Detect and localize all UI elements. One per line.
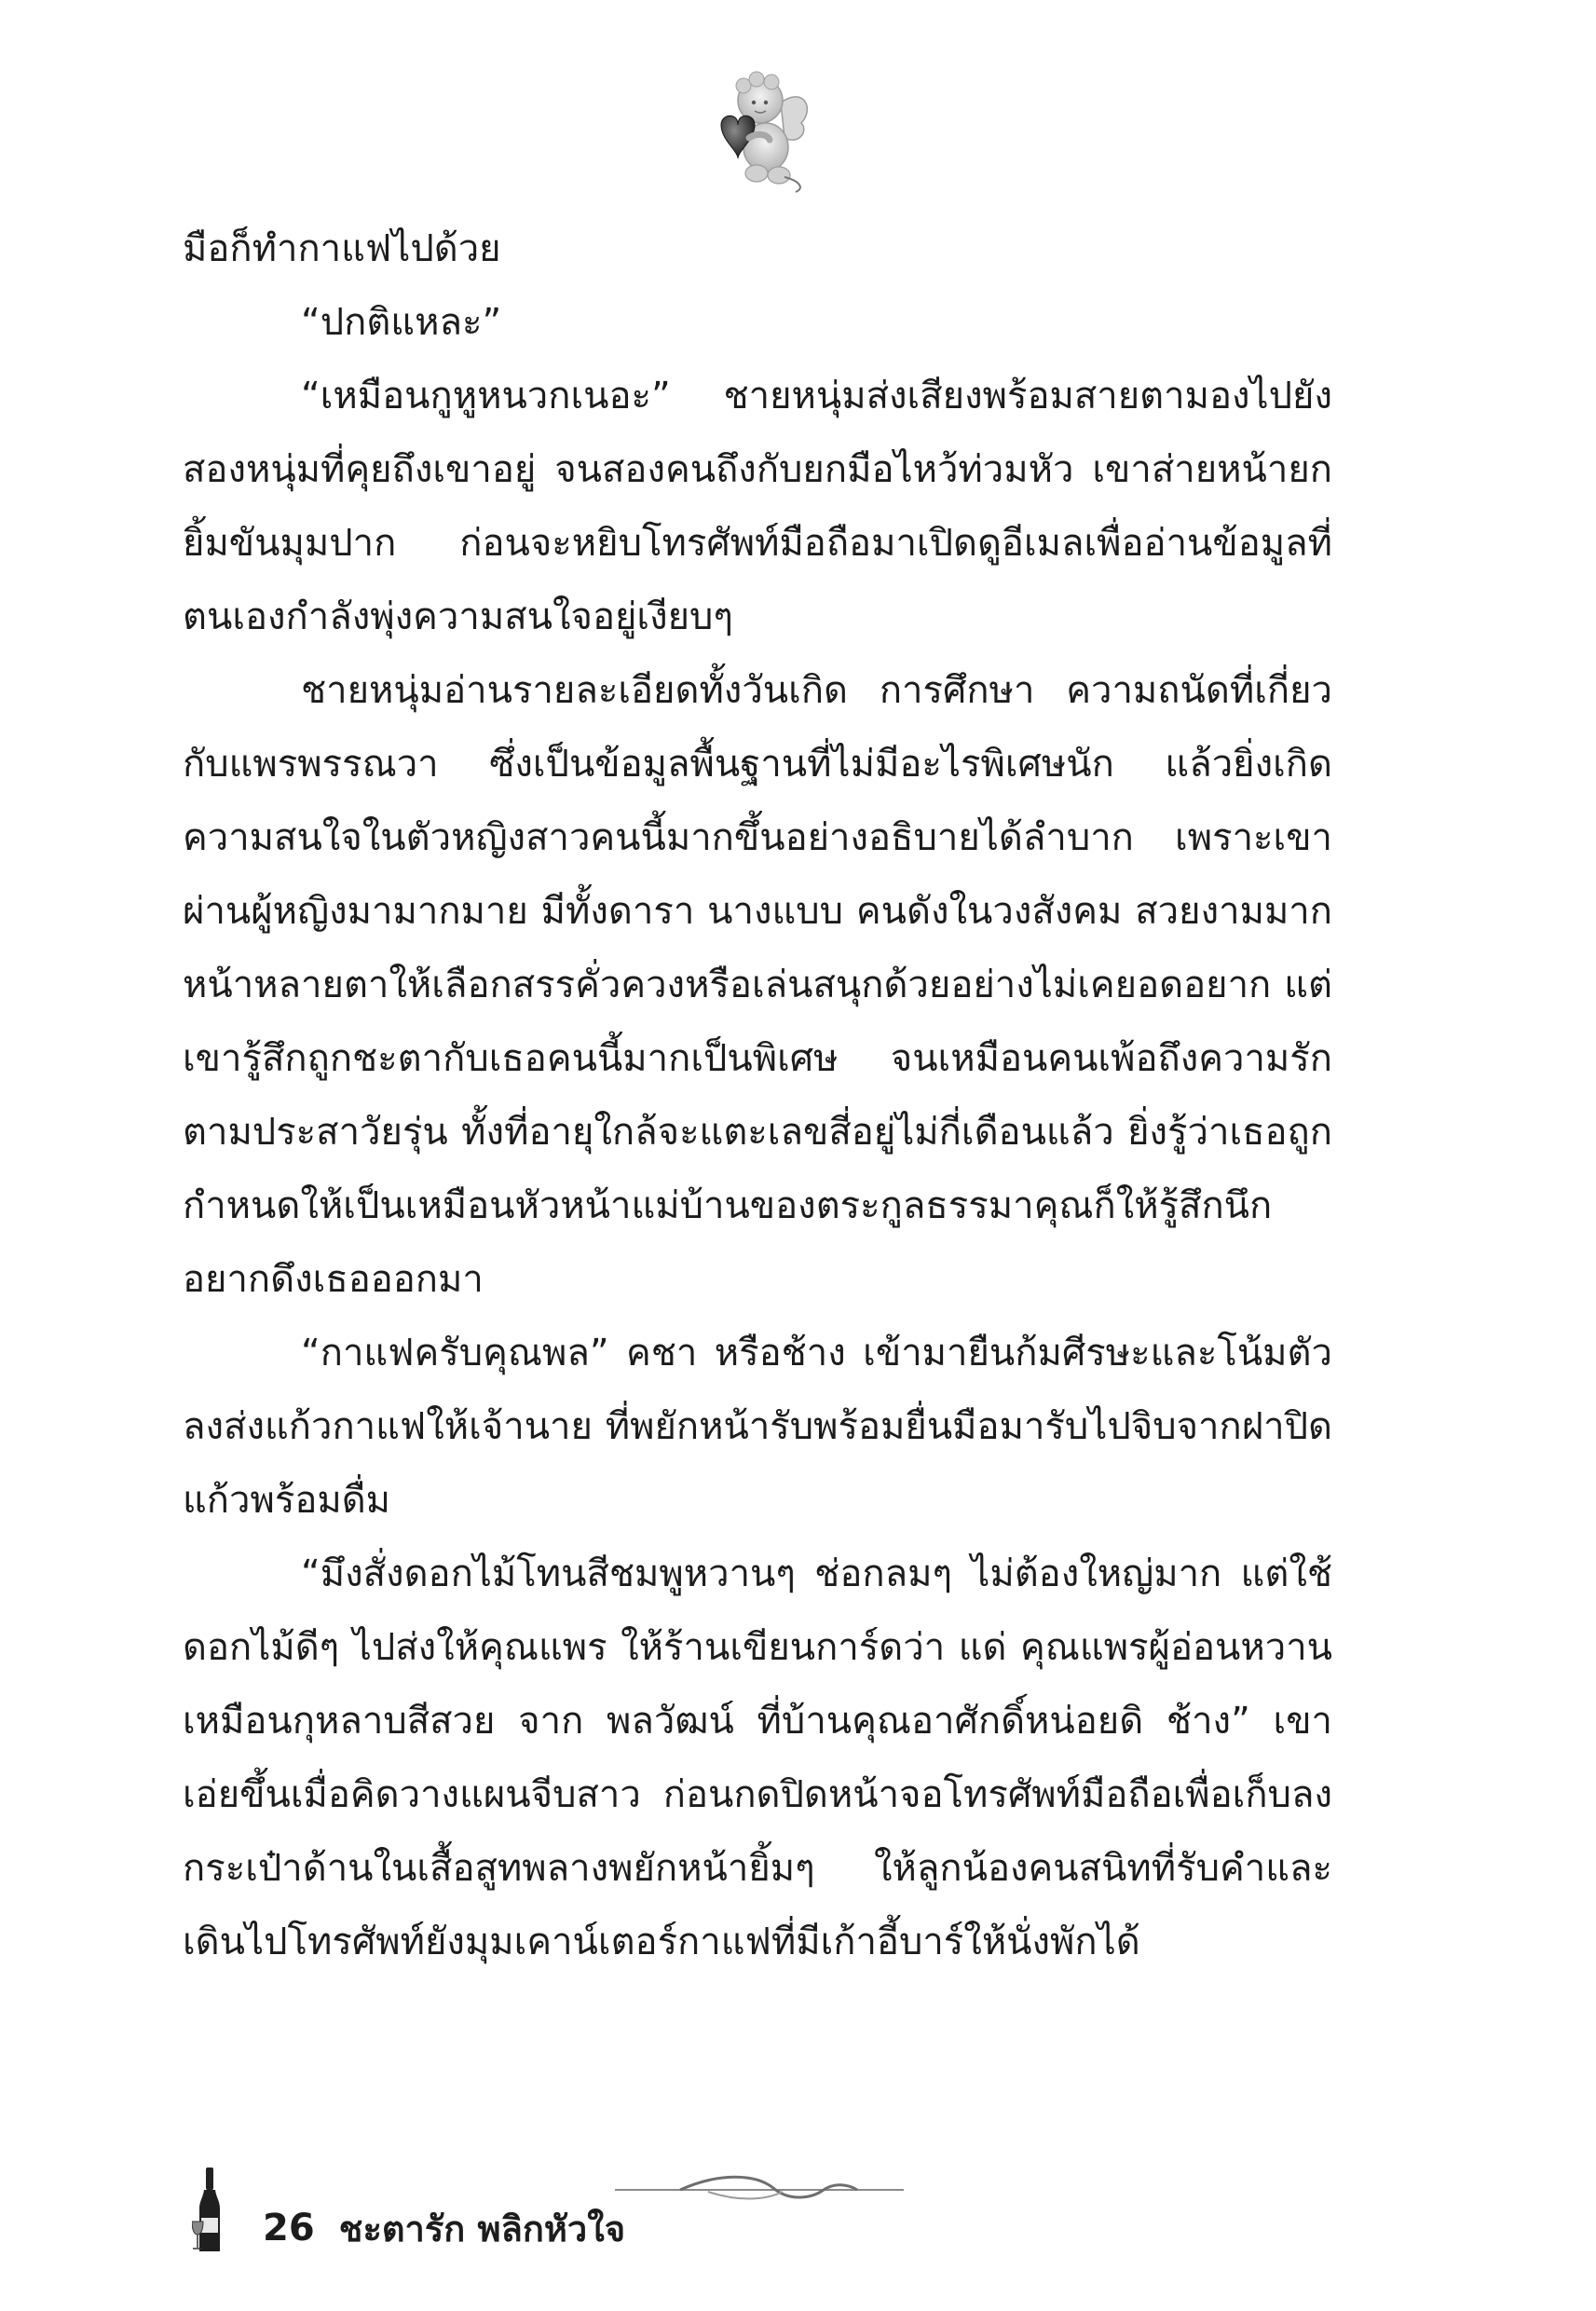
book-title: ชะตารัก พลิกหัวใจ [338,2208,626,2249]
paragraph: “มึงสั่งดอกไม้โทนสีชมพูหวานๆ ช่อกลมๆ ไม่ต้องใหญ่มาก แต่ใช้ดอกไม้ดีๆ ไปส่งให้คุณแพร ให้ร้านเขียนการ์ดว่า แด่ คุณแพรผู้อ่อนหวานเหมือนกุหลาบสีสวย จาก พลวัฒน์ ที่บ้านคุณอาศักดิ์หน่อยดิ ช้าง” เขาเอ่ยขึ้นเมื่อคิดวางแผนจีบสาว ก่อนกดปิดหน้าจอโทรศัพท์มือถือเพื่อเก็บลงกระเป๋าด้านในเสื้อสูทพลางพยักหน้ายิ้มๆ ให้ลูกน้องคนสนิทที่รับคำและเดินไปโทรศัพท์ยังมุมเคาน์เตอร์กาแฟที่มีเก้าอี้บาร์ให้นั่งพักได้ [183,1552,1332,1963]
paragraph: ชายหนุ่มอ่านรายละเอียดทั้งวันเกิด การศึกษา ความถนัดที่เกี่ยวกับแพรพรรณวา ซึ่งเป็นข้อมูลพื้นฐานที่ไม่มีอะไรพิเศษนัก แล้วยิ่งเกิดความสนใจในตัวหญิงสาวคนนี้มากขึ้นอย่างอธิบายได้ลำบาก เพราะเขาผ่านผู้หญิงมามากมาย มีทั้งดารา นางแบบ คนดังในวงสังคม สวยงามมากหน้าหลายตาให้เลือกสรรคั่วควงหรือเล่นสนุกด้วยอย่างไม่เคยอดอยาก แต่เขารู้สึกถูกชะตากับเธอคนนี้มากเป็นพิเศษ จนเหมือนคนเพ้อถึงความรักตามประสาวัยรุ่น ทั้งที่อายุใกล้จะแตะเลขสี่อยู่ไม่กี่เดือนแล้ว ยิ่งรู้ว่าเธอถูกกำหนดให้เป็นเหมือนหัวหน้าแม่บ้านของตระกูลธรรมาคุณก็ให้รู้สึกนึกอยากดึงเธอออกมา [183,669,1332,1301]
swirl-divider-icon [615,2169,904,2207]
chapter-text [183,212,1332,1979]
paragraph: มือก็ทำกาแฟไปด้วย [183,227,501,270]
page-number: 26 [263,2207,315,2249]
wine-bottle-glass-icon [192,2166,229,2255]
paragraph: “กาแฟครับคุณพล” คชา หรือช้าง เข้ามายืนก้มศีรษะและโน้มตัวลงส่งแก้วกาแฟให้เจ้านาย ที่พยักหน้ารับพร้อมยื่นมือมารับไปจิบจากฝาปิดแก้วพร้อมดื่ม [183,1332,1332,1522]
cupid-heart-icon [695,65,816,196]
paragraph: “เหมือนกูหูหนวกเนอะ” ชายหนุ่มส่งเสียงพร้อมสายตามองไปยังสองหนุ่มที่คุยถึงเขาอยู่ จนสองคนถึงกับยกมือไหว้ท่วมหัว เขาส่ายหน้ายกยิ้มขันมุมปาก ก่อนจะหยิบโทรศัพท์มือถือมาเปิดดูอีเมลเพื่ออ่านข้อมูลที่ตนเองกำลังพุ่งความสนใจอยู่เงียบๆ [183,375,1332,638]
page-footer [192,2164,625,2257]
paragraph: “ปกติแหละ” [301,301,502,344]
